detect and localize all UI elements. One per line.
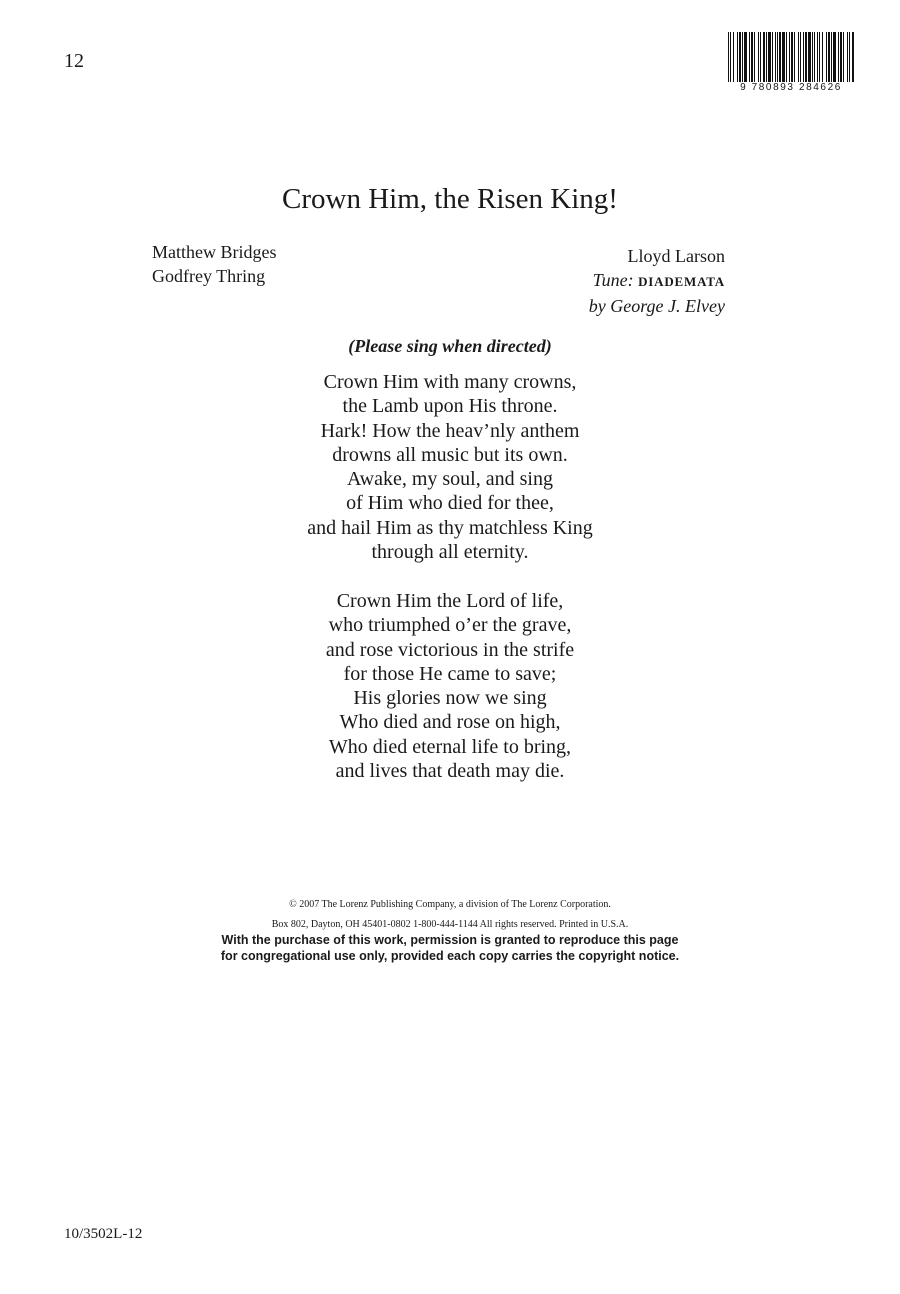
verse-2 bbox=[0, 589, 900, 783]
arranger-name: Lloyd Larson bbox=[627, 246, 725, 266]
lyric-line: and hail Him as thy matchless King bbox=[307, 516, 593, 539]
music-credits bbox=[589, 244, 725, 318]
copyright-line: © 2007 The Lorenz Publishing Company, a division of The Lorenz Corporation. bbox=[289, 899, 611, 910]
lyric-line: Crown Him the Lord of life, bbox=[336, 590, 564, 612]
page-number: 12 bbox=[64, 50, 84, 72]
lyric-line: Hark! How the heav’nly anthem bbox=[320, 419, 580, 442]
lyric-line: who triumphed o’er the grave, bbox=[328, 614, 572, 637]
tune-name: DIADEMATA bbox=[638, 274, 725, 289]
barcode-digits: 9 780893 284626 bbox=[726, 82, 856, 94]
lyric-line: through all eternity. bbox=[371, 541, 529, 564]
barcode-bars bbox=[726, 32, 856, 82]
author-name: Matthew Bridges bbox=[152, 242, 277, 262]
copyright-notice bbox=[0, 895, 900, 935]
author-credits bbox=[152, 240, 276, 288]
permission-line: With the purchase of this work, permission is granted to reproduce this page bbox=[221, 933, 679, 947]
hymn-title: Crown Him, the Risen King! bbox=[282, 183, 618, 215]
lyric-line: Awake, my soul, and sing bbox=[347, 468, 553, 491]
verse-1 bbox=[0, 370, 900, 564]
tune-credit bbox=[589, 268, 725, 294]
composer-credit: by George J. Elvey bbox=[588, 296, 725, 316]
author-name: Godfrey Thring bbox=[152, 266, 266, 286]
lyric-line: and lives that death may die. bbox=[335, 760, 565, 783]
lyric-line: Who died and rose on high, bbox=[339, 711, 561, 734]
catalog-code: 10/3502L-12 bbox=[64, 1226, 143, 1242]
permission-line: for congregational use only, provided each copy carries the copyright notice. bbox=[220, 949, 680, 963]
lyric-line: Crown Him with many crowns, bbox=[323, 371, 577, 393]
lyric-line: Who died eternal life to bring, bbox=[328, 735, 572, 758]
lyric-line: His glories now we sing bbox=[353, 687, 547, 710]
lyric-line: the Lamb upon His throne. bbox=[342, 395, 558, 418]
permission-notice bbox=[0, 932, 900, 964]
isbn-barcode bbox=[726, 32, 856, 100]
lyric-line: drowns all music but its own. bbox=[332, 443, 568, 466]
copyright-line: Box 802, Dayton, OH 45401-0802 1-800-444-1144 All rights reserved. Printed in U.S.A. bbox=[271, 919, 629, 930]
tune-label: Tune: bbox=[592, 270, 634, 290]
lyric-line: and rose victorious in the strife bbox=[325, 638, 575, 661]
lyric-line: of Him who died for thee, bbox=[346, 492, 554, 515]
performance-direction: (Please sing when directed) bbox=[348, 336, 552, 356]
lyric-line: for those He came to save; bbox=[343, 662, 557, 685]
